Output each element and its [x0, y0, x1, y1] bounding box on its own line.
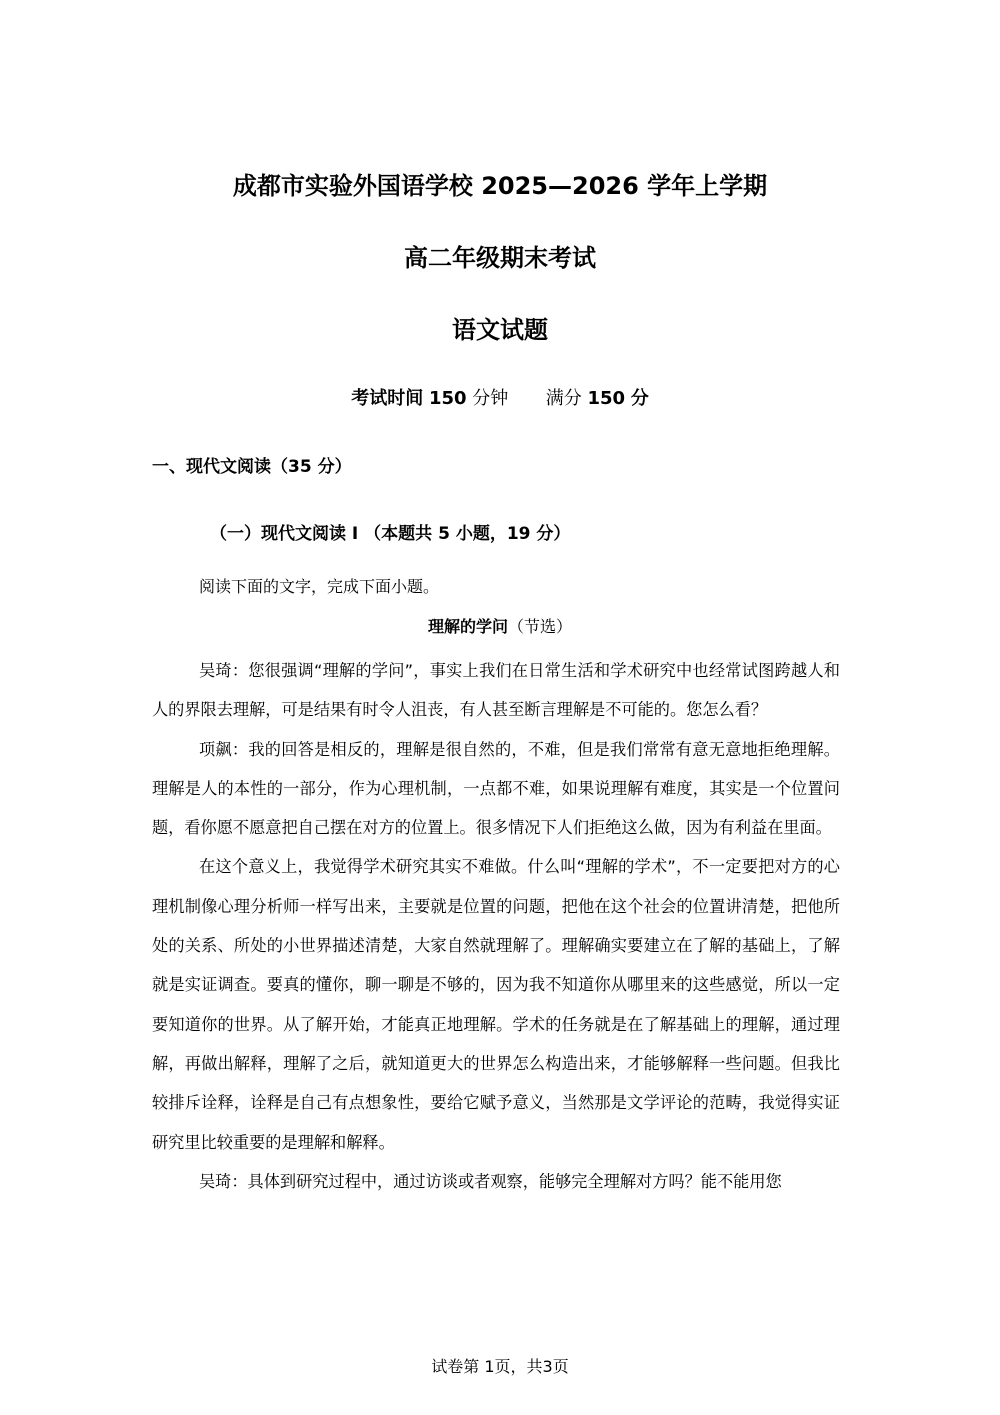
article-title: [0, 616, 1000, 638]
article-paragraph: 吴琦：具体到研究过程中，通过访谈或者观察，能够完全理解对方吗？能不能用您: [199, 1171, 782, 1191]
exam-title-school: 成都市实验外国语学校 2025—2026 学年上学期: [232, 172, 768, 200]
article-paragraph: 吴琦：您很强调“理解的学问”，事实上我们在日常生活和学术研究中也经常试图跨越人和人的界限去理解，可是结果有时令人沮丧，有人甚至断言理解是不可能的。您怎么看？: [152, 661, 840, 720]
exam-time-unit: 分钟: [472, 388, 509, 409]
article-body: [152, 651, 840, 1201]
article-title-main: 理解的学问: [427, 617, 508, 636]
exam-time-value: 150: [428, 388, 467, 409]
exam-info: [0, 386, 1000, 412]
exam-time-label: 考试时间: [351, 388, 424, 409]
reading-instruction: 阅读下面的文字，完成下面小题。: [199, 577, 440, 596]
page-footer: 试卷第 1页，共3页: [431, 1357, 569, 1376]
article-paragraph: 在这个意义上，我觉得学术研究其实不难做。什么叫“理解的学术”，不一定要把对方的心理机制像心理分析师一样写出来，主要就是位置的问题，把他在这个社会的位置讲清楚，把他所处的关系、所处的小世界描述清楚，大家自然就理解了。理解确实要建立在了解的基础上，了解就是实证调查。要真的懂你，聊一聊是不够的，因为我不知道你从哪里来的这些感觉，所以一定要知道你的世界。从了解开始，才能真正地理解。学术的任务就是在了解基础上的理解，通过理解，再做出解释，理解了之后，就知道更大的世界怎么构造出来，才能够解释一些问题。但我比较排斥诠释，诠释是自己有点想象性，要给它赋予意义，当然那是文学评论的范畴，我觉得实证研究里比较重要的是理解和解释。: [152, 857, 840, 1152]
exam-score-label: 满分: [545, 388, 582, 409]
subsection-heading: （一）现代文阅读 I （本题共 5 小题，19 分）: [210, 524, 571, 544]
exam-score-value: 150: [587, 388, 626, 409]
exam-title-grade: 高二年级期末考试: [404, 244, 596, 272]
exam-score-unit: 分: [630, 388, 649, 409]
section-heading: 一、现代文阅读（35 分）: [152, 457, 352, 477]
article-title-note: （节选）: [508, 617, 573, 636]
article-paragraph: 项飙：我的回答是相反的，理解是很自然的，不难，但是我们常常有意无意地拒绝理解。理解是人的本性的一部分，作为心理机制，一点都不难，如果说理解有难度，其实是一个位置问题，看你愿不愿意把自己摆在对方的位置上。很多情况下人们拒绝这么做，因为有利益在里面。: [152, 739, 840, 838]
exam-title-subject: 语文试题: [452, 316, 548, 344]
